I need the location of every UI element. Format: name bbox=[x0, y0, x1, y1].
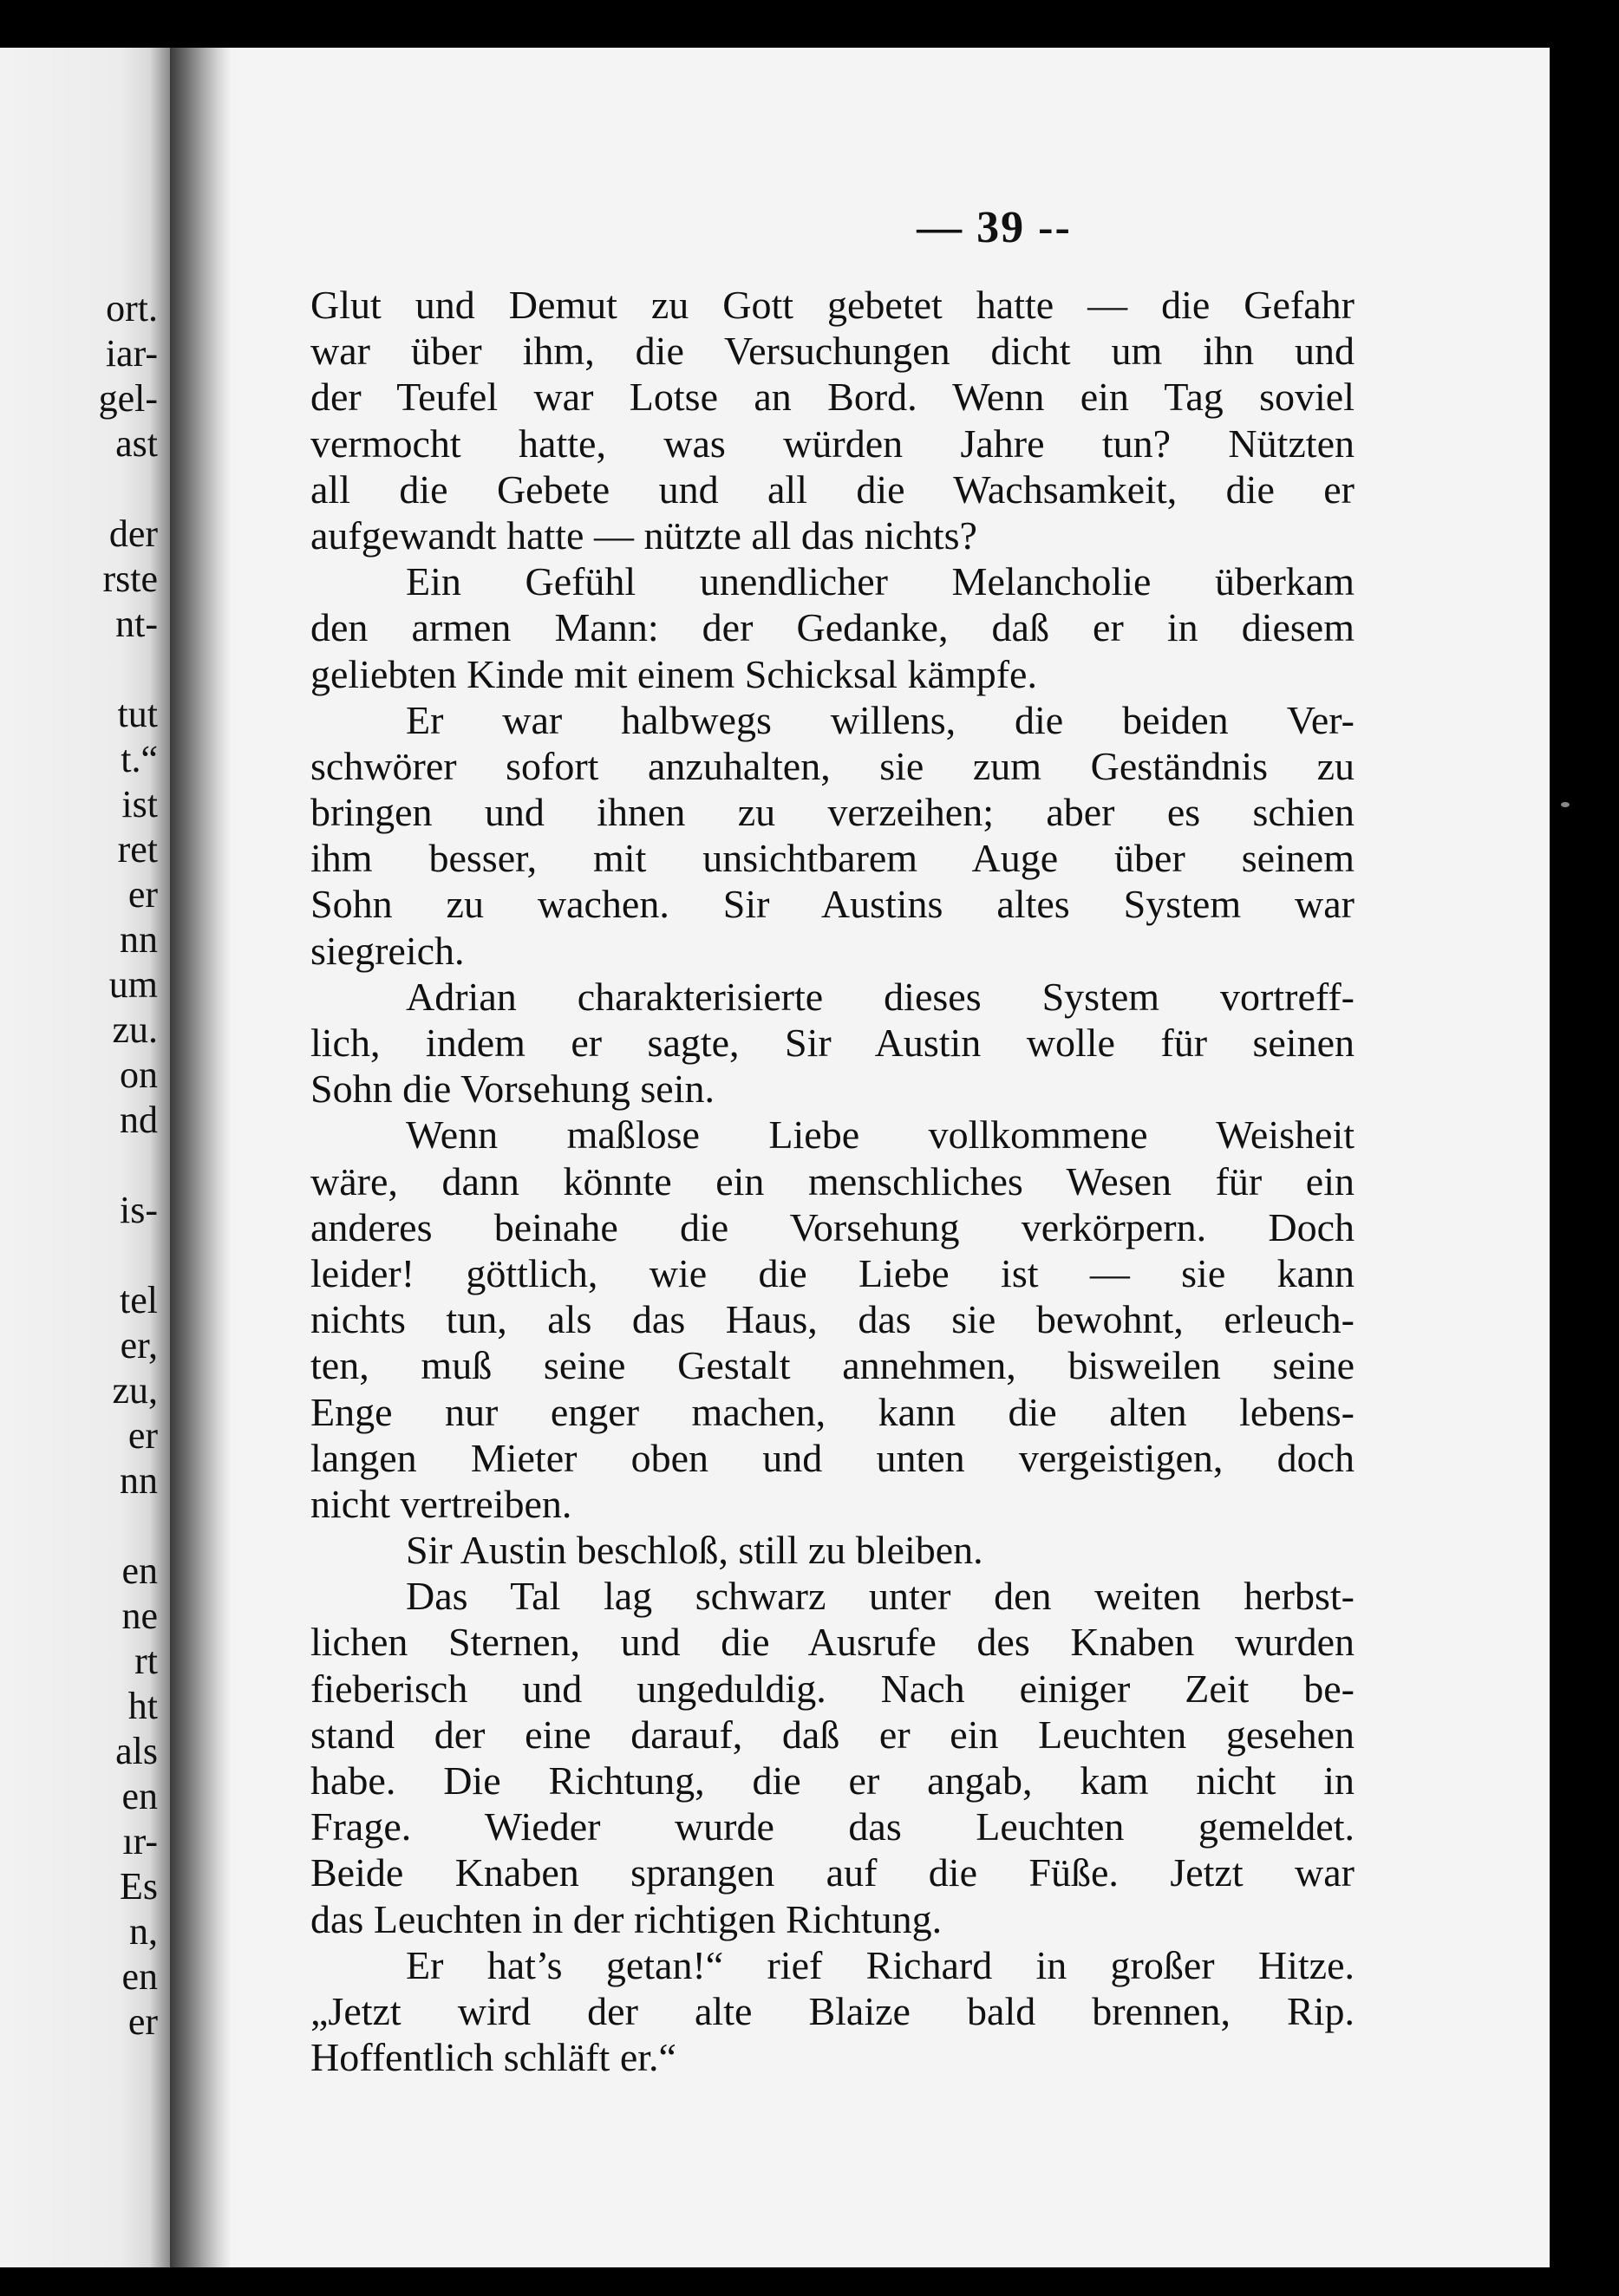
text-line: „Jetzt wird der alte Blaize bald brennen, Rip. bbox=[310, 1988, 1355, 2033]
page-number: — 39 -- bbox=[917, 203, 1072, 252]
left-line: gel- bbox=[98, 377, 158, 420]
text-line: das Leuchten in der richtigen Richtung. bbox=[310, 1896, 943, 1941]
text-line: Glut und Demut zu Gott gebetet hatte — die Gefahr bbox=[310, 283, 1355, 327]
left-line: en bbox=[121, 1775, 158, 1817]
text-line: anderes beinahe die Vorsehung verkörpern. Doch bbox=[310, 1204, 1355, 1249]
left-line: zu. bbox=[112, 1008, 158, 1051]
left-line: zu, bbox=[112, 1369, 158, 1412]
text-line: ten, muß seine Gestalt annehmen, bisweilen seine bbox=[310, 1343, 1355, 1388]
text-line: der Teufel war Lotse an Bord. Wenn ein Tag soviel bbox=[310, 375, 1355, 420]
text-line: den armen Mann: der Gedanke, daß er in diesem bbox=[310, 605, 1355, 650]
left-line: nn bbox=[120, 1459, 158, 1502]
left-line: rste bbox=[102, 558, 158, 600]
left-line: n, bbox=[129, 1910, 158, 1953]
left-line: ist bbox=[121, 783, 158, 825]
left-line: iar- bbox=[105, 332, 158, 375]
left-line: en bbox=[121, 1955, 158, 1998]
text-line: nicht vertreiben. bbox=[310, 1481, 572, 1526]
text-line: leider! göttlich, wie die Liebe ist — sie kann bbox=[310, 1250, 1355, 1295]
text-line: bringen und ihnen zu verzeihen; aber es schien bbox=[310, 790, 1355, 835]
text-line: Frage. Wieder wurde das Leuchten gemeldet. bbox=[310, 1804, 1355, 1849]
left-line: tel bbox=[120, 1279, 158, 1321]
text-line: stand der eine darauf, daß er ein Leuchten gesehen bbox=[310, 1712, 1355, 1757]
text-line: fieberisch und ungeduldig. Nach einiger Zeit be- bbox=[310, 1666, 1355, 1711]
text-line: Hoffentlich schläft er.“ bbox=[310, 2035, 676, 2080]
left-line: nt- bbox=[115, 603, 158, 645]
left-line: ht bbox=[127, 1685, 158, 1727]
left-line: ast bbox=[115, 422, 158, 465]
left-line: rt bbox=[134, 1640, 158, 1682]
left-line: Es bbox=[120, 1865, 158, 1908]
text-line: ihm besser, mit unsichtbarem Auge über seinem bbox=[310, 836, 1355, 881]
text-line: nichts tun, als das Haus, das sie bewohnt, erleuch- bbox=[310, 1297, 1355, 1342]
text-line: Ein Gefühl unendlicher Melancholie überkam bbox=[406, 559, 1355, 604]
left-line: on bbox=[120, 1053, 158, 1096]
left-line: als bbox=[115, 1730, 158, 1772]
text-line: lichen Sternen, und die Ausrufe des Knaben wurden bbox=[310, 1620, 1355, 1665]
text-line: vermocht hatte, was würden Jahre tun? Nützten bbox=[310, 421, 1355, 466]
left-line: er, bbox=[120, 1324, 158, 1367]
body-text bbox=[310, 282, 1355, 2080]
left-line: er bbox=[127, 873, 158, 916]
left-line: um bbox=[108, 963, 158, 1006]
left-line: ır- bbox=[122, 1820, 158, 1862]
text-line: Wenn maßlose Liebe vollkommene Weisheit bbox=[406, 1112, 1355, 1158]
text-line: Sohn zu wachen. Sir Austins altes System war bbox=[310, 882, 1355, 927]
text-line: Beide Knaben sprangen auf die Füße. Jetzt war bbox=[310, 1850, 1355, 1895]
left-line: der bbox=[108, 512, 158, 555]
text-line: siegreich. bbox=[310, 928, 465, 973]
left-line: en bbox=[121, 1549, 158, 1592]
left-line: tut bbox=[117, 693, 158, 735]
book-gutter bbox=[170, 48, 231, 2267]
right-page bbox=[231, 48, 1550, 2267]
left-line: nd bbox=[120, 1099, 158, 1141]
text-line: schwörer sofort anzuhalten, sie zum Geständnis zu bbox=[310, 743, 1355, 788]
left-line: is- bbox=[120, 1189, 158, 1231]
text-line: Sohn die Vorsehung sein. bbox=[310, 1066, 715, 1112]
text-line: Enge nur enger machen, kann die alten lebens- bbox=[310, 1389, 1355, 1434]
left-line: t.“ bbox=[121, 738, 158, 780]
left-line: ret bbox=[117, 828, 158, 871]
left-line: ort. bbox=[106, 287, 158, 329]
left-page bbox=[0, 48, 170, 2267]
text-line: all die Gebete und all die Wachsamkeit, die er bbox=[310, 466, 1355, 512]
text-line: habe. Die Richtung, die er angab, kam nicht in bbox=[310, 1758, 1355, 1803]
text-line: lich, indem er sagte, Sir Austin wolle für seinen bbox=[310, 1021, 1355, 1065]
left-line: er bbox=[127, 2000, 158, 2043]
text-line: geliebten Kinde mit einem Schicksal kämpfe. bbox=[310, 651, 1037, 696]
left-line: nn bbox=[120, 918, 158, 961]
text-line: Sir Austin beschloß, still zu bleiben. bbox=[406, 1528, 983, 1573]
text-line: Er hat’s getan!“ rief Richard in großer Hitze. bbox=[406, 1942, 1355, 1987]
text-line: wäre, dann könnte ein menschliches Wesen für ein bbox=[310, 1158, 1355, 1203]
text-line: war über ihm, die Versuchungen dicht um ihn und bbox=[310, 329, 1355, 374]
text-line: aufgewandt hatte — nützte all das nichts? bbox=[310, 512, 977, 558]
text-line: langen Mieter oben und unten vergeistigen, doch bbox=[310, 1435, 1355, 1480]
text-line: Er war halbwegs willens, die beiden Ver- bbox=[406, 697, 1355, 742]
left-line: er bbox=[127, 1414, 158, 1457]
scan-speck bbox=[1561, 802, 1570, 807]
text-line: Das Tal lag schwarz unter den weiten herbst- bbox=[406, 1574, 1355, 1619]
left-line: ne bbox=[121, 1595, 158, 1637]
text-line: Adrian charakterisierte dieses System vortreff- bbox=[406, 974, 1355, 1019]
